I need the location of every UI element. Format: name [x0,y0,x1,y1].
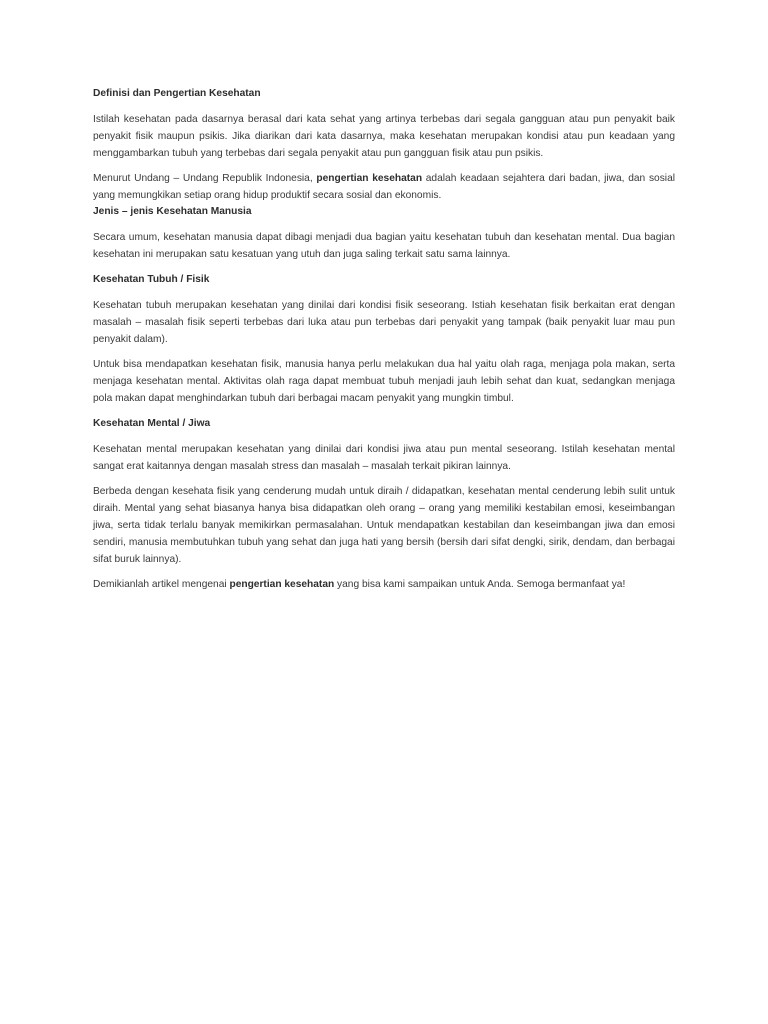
paragraph-berbeda: Berbeda dengan kesehata fisik yang cenderung mudah untuk diraih / didapatkan, kesehatan mental cenderung lebih sulit untuk diraih. Mental yang sehat biasanya hanya bisa didapatkan oleh orang – orang yang memiliki kestabilan emosi, keseimbangan jiwa, serta tidak terlalu banyak memikirkan permasalahan. Untuk mendapatkan kestabilan dan keseimbangan jiwa dan emosi sendiri, manusia membutuhkan tubuh yang sehat dan juga hati yang bersih (bersih dari sifat dengki, sirik, dendam, dan berbagai sifat buruk lainnya). [93,486,675,565]
paragraph-demikianlah [93,576,675,593]
heading-kesehatan-tubuh: Kesehatan Tubuh / Fisik [93,274,210,285]
paragraph-istilah: Istilah kesehatan pada dasarnya berasal dari kata sehat yang artinya terbebas dari segala gangguan atau pun penyakit baik penyakit fisik maupun psikis. Jika diarikan dari kata dasarnya, maka kesehatan merupakan kondisi atau pun keadaan yang menggambarkan tubuh yang terbebas dari segala penyakit atau pun gangguan fisik atau pun psikis. [93,114,675,159]
paragraph-kesehatan-mental: Kesehatan mental merupakan kesehatan yang dinilai dari kondisi jiwa atau pun mental seseorang. Istilah kesehatan mental sangat erat kaitannya dengan masalah stress dan masalah – masalah terkait pikiran lainnya. [93,444,675,472]
heading-kesehatan-mental: Kesehatan Mental / Jiwa [93,418,211,429]
text-segment: yang bisa kami sampaikan untuk Anda. Semoga bermanfaat ya! [334,579,626,590]
paragraph-kesehatan-tubuh: Kesehatan tubuh merupakan kesehatan yang dinilai dari kondisi fisik seseorang. Istiah kesehatan fisik berkaitan erat dengan masalah – masalah fisik seperti terbebas dari luka atau pun terbebas dari penyakit yang tampak (baik penyakit luar mau pun penyakit dalam). [93,300,675,345]
heading-definisi: Definisi dan Pengertian Kesehatan [93,88,261,99]
heading-jenis: Jenis – jenis Kesehatan Manusia [93,206,252,217]
paragraph-untuk-bisa: Untuk bisa mendapatkan kesehatan fisik, manusia hanya perlu melakukan dua hal yaitu olah raga, menjaga pola makan, serta menjaga kesehatan mental. Aktivitas olah raga dapat membuat tubuh menjadi jauh lebih sehat dan kuat, sedangkan menjaga pola makan dapat menghindarkan tubuh dari berbagai macam penyakit yang mungkin timbul. [93,359,675,404]
text-segment: adalah keadaan sejahtera dari badan, jiwa, dan sosial yang memungkikan setiap orang hidup produktif secara sosial dan ekonomis. [93,173,675,201]
document-body [93,85,675,601]
text-segment: Demikianlah artikel mengenai [93,579,230,590]
bold-term: pengertian kesehatan [229,579,335,590]
paragraph-menurut-uu [93,170,675,204]
paragraph-secara-umum: Secara umum, kesehatan manusia dapat dibagi menjadi dua bagian yaitu kesehatan tubuh dan kesehatan mental. Dua bagian kesehatan ini merupakan satu kesatuan yang utuh dan juga saling terkait satu sama lainnya. [93,232,675,260]
text-segment: Menurut Undang – Undang Republik Indonesia, [93,173,317,184]
bold-term: pengertian kesehatan [316,173,423,184]
